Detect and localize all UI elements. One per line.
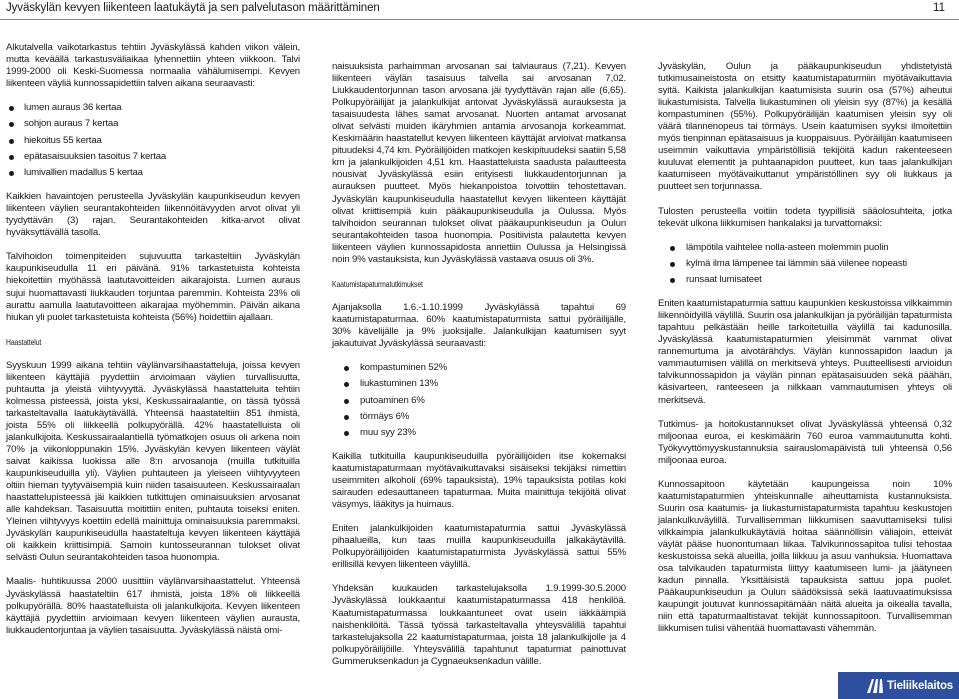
section-heading: Kaatumistapaturmatutkimukset xyxy=(332,278,423,289)
paragraph: Tulosten perusteella voitiin todeta tyypillisiä sääolosuhteita, jotka tekevät ulkona liikkumisen hankalaksi ja turvattomaksi: xyxy=(658,205,952,229)
paragraph: Alkutalvella vaikotarkastus tehtiin Jyväskylässä kahden viikon välein, mutta keväällä tarkastusväliaikaa lyhennettiin yhteen viikkoon. Talvi 1999-2000 oli Keski-Suomessa normaalia vähälumisempi. Kevyen liikenteen väyliä kunnossapidettiin talven aikana seuraavasti: xyxy=(6,42,300,90)
section-heading: Haastattelut xyxy=(6,336,42,347)
tieliikelaitos-logo xyxy=(838,672,959,699)
maintenance-list xyxy=(6,102,300,179)
paragraph: Maalis- huhtikuussa 2000 uusittiin väylänvarsihaastattelut. Yhteensä Jyväskylässä haastateltiin 617 ihmistä, joista 18% oli liikkeellä polkupyörällä. 80% haastatelluista oli jalankulkijoita. Kevyen liikenteen käyttäjiä pyydettiin arvioimaan kevyen liikenteen väylien aurausta, liukkaudentorjuntaa ja väylien tasaisuutta. Jyväskylässä näistä omi- xyxy=(6,576,300,636)
header-divider xyxy=(0,19,959,20)
paragraph: Talvihoidon toimenpiteiden sujuvuutta tarkasteltiin Jyväskylän kaupunkiseudulla 11 eri päivänä. 91% tarkastetuista kohteista hiekoitettiin myöhässä laatutavoitteiden aikarajoista. Lumen auraus sujui huomattavasti liukkauden torjuntaa paremmin. Kohteista 23% oli aurattu aamulla laatutavoitteen aikarajaa myöhemmin. Päivän aikana hiukan yli puolet tarkastetuista kohteista (56%) hoidettiin ajallaan. xyxy=(6,251,300,323)
paragraph: Kaikilla tutkituilla kaupunkiseuduilla pyöräilijöiden itse kokemaksi kaatumistapaturmaan myötävaikuttavaksi sisäiseksi tekijäksi nimettiin useimmiten alkoholi (69% tapauksista). 19% tapauksista potilas koki sairauden edesauttaneen tapaturmaa. Muita mainittuja tekijöitä olivat väsymys, lääkitys ja huimaus. xyxy=(332,451,626,511)
page-header xyxy=(0,0,959,22)
list-item: liukastuminen 13% xyxy=(360,378,626,390)
header-title: Jyväskylän kevyen liikenteen laatukäytä ja sen palvelutason määrittäminen xyxy=(6,2,380,14)
list-item: lumen auraus 36 kertaa xyxy=(24,102,300,114)
list-item: hiekoitus 55 kertaa xyxy=(24,135,300,147)
page-number: 11 xyxy=(933,2,945,14)
fall-causes-list xyxy=(332,362,626,439)
paragraph: Tutkimus- ja hoitokustannukset olivat Jyväskylässä yhteensä 0,32 miljoonaa euroa, ei keskimäärin 760 euroa vammautunutta kohti. Työkyvyttömyyskustannuksia sairauslomapäivistä tuli yhteensä 0,56 miljoonaa euroa. xyxy=(658,418,952,466)
list-item: muu syy 23% xyxy=(360,427,626,439)
text-column-3 xyxy=(658,61,952,647)
paragraph: Syyskuun 1999 aikana tehtiin väylänvarsihaastatteluja, joissa kevyen liikenteen käyttäjiä pyydettiin arvioimaan väylien turvallisuutta, puhtautta ja yleistä viihtyvyyttä. Jyväskylässä haastatteluita tehtiin kolmessa pisteessä, joista yksi, Keskussairaalantie, on tässä työssä tarkasteltavalla laatukäytävällä. Yhteensä haastateltiin 851 ihmistä, joista 55% oli liikkeellä polkupyörällä. 42% haastatelluista oli jalankulkijoita. Keskussairaalantiellä työmatkojen osuus oli arkena noin 70% ja viikonloppunakin 15%. Jyväskylän kevyen liikenteen väylät saivat kaikissa luokissa alle 8:n arvosanoja (muilla tutkituilla kaupunkiseuduilla yli). Väylien puhtauteen ja yleiseen viihtyvyyteen oltiin hieman tyytyväisempiä kuin niiden tasaisuuteen. Keskussairaalan haastattelupisteessä jäi kaikkien tutkittujen ominaisuuksien arvosanat alle kahdeksan. Tasaisuutta moitittiin eniten, puhtauta toiseksi eniten. Yleinen viihtyvyys koettiin edellä mainittuja ominaisuuksia paremmaksi. Jyväskylän kaupunkiseudulla haastateltuja kevyen liikenteen käyttäjiä oli kaikkein kriittisimpiä. Samoin kuntosseurannan tulokset olivat selvästi Oulun seurantakohteiden tasoa huonompia. xyxy=(6,359,300,564)
paragraph: Ajanjaksolla 1.6.-1.10.1999 Jyväskylässä tapahtui 69 kaatumistapaturmaa. 60% kaatumistapaturmista sattui pyöräilijälle, 30% kävelijälle ja 9% juoksijalle. Jalankulkijan kaatumisen syyt jakautuivat Jyväskylässä seuraavasti: xyxy=(332,301,626,349)
list-item: sohjon auraus 7 kertaa xyxy=(24,118,300,130)
paragraph: Eniten jalankulkijoiden kaatumistapaturmia sattui Jyväskylässä pihaalueilla, kun taas muilla kaupunkiseuduilla jalkakäytävillä. Polkupyöräilijöiden kaatumistapaturmista Jyväskylässä sattui 55% erillisillä kevyen liikenteen väylillä. xyxy=(332,523,626,571)
list-item: epätasaisuuksien tasoitus 7 kertaa xyxy=(24,151,300,163)
paragraph: Eniten kaatumistapaturmia sattuu kaupunkien keskustoissa vilkkaimmin liikennöidyillä väylillä. Suurin osa jalankulkijan ja pyöräilijän tapaturmista tapahtuu pelkästään heille tarkoitetuilla väylillä tai kadunosilla. Jyväskylässä kaatumistapaturmien yleisimmät vammat olivat rannemurtuma ja aivotärähdys. Väylän kunnossapidon laadun ja vammautumisen välillä on merkitsevä yhteys. Puutteellisesti arvioidun talvikunnossapidon ja väylän pinnan epätasaisuuden sekä päähän, käsivarteen, ranteeseen ja nilkkaan vammautumisen yhteys oli merkitsevä. xyxy=(658,298,952,406)
paragraph: Jyväskylän, Oulun ja pääkaupunkiseudun yhdistetyistä tutkimusaineistosta on etsitty kaatumistapaturmiin myötävaikuttavia syitä. Kaikista jalankulkijan kaatumisista suurin osa (57%) aiheutui liukastumisista. Talvella liukastuminen oli yleisin syy (87%) ja kesällä kompastuminen (55%). Polkupyöräilijän kaatumisen yleisin syy oli väärä tilannenopeus tai törmäys. Usein kaatumisen syyksi ilmoitettiin myös tienpinnan epätasaisuus ja kuoppaisuus. Pyöräilijän kaatumiseen useimmin vaikuttavia ympäristöllisiä tekijöitä kadun rakenteeseen kuuluvat elementit ja puhtaanapidon puutteet, kun taas jalankulkijan kaatumiseen myötävaikuttanut ympäristöllinen syy oli liukkaus ja puutteet sen torjunnassa. xyxy=(658,61,952,193)
paragraph: Yhdeksän kuukauden tarkastelujaksolla 1.9.1999-30.5.2000 Jyväskylässä loukkaantui kaatumistapaturmassa 418 henkilöä. Kaatumistapaturmassa loukkaantuneet ovat usein iäkkäämpiä naishenkilöitä. Tässä työssä tarkasteltavalla yhteysvälillä tapahtui tarkastelujaksolla 22 kaatumistapaturmaa, joista 18 jalankulkijolle ja 4 polkupyöräilijöille. Yhteysvälillä tapahtunut tapaturmat painottuvat Gummeruksenkadun ja Cygnaeuksenkadun välille. xyxy=(332,583,626,667)
list-item: kylmä ilma lämpenee tai lämmin sää viilenee nopeasti xyxy=(686,258,952,270)
list-item: törmäys 6% xyxy=(360,411,626,423)
paragraph: Kunnossapitoon käytetään kaupungeissa noin 10% kaatumistapaturmien yhteiskunnalle aiheuttamista kustannuksista. Suurin osa kaatumis- ja liukastumistapaturmista tapahtuu keskustojen jalankulkuväylillä. Turvallisemman liikkumisen saavuttamiseksi tulisi vilkkaimpia jalankulkukäytäviä hoitaa säännöllisin väliajoin, etteivät väylät pääse huonontumaan liikaa. Talvikunnossapitoa tulisi tehostaa keskustoissa sekä alueilla, joilla liikkuu ja asuu vanhuksia. Huomattava osa talvikauden tapaturmista liittyy kaatumiseen lumi- ja jäätyneen kadun pinnalla. Yksittäisistä tapauksista sattuu jopa puolet. Pääkaupunkiseudun ja Oulun säädöksissä sekä laatuvaatimuksissa kaupungit joutuvat kunnossapitämään näitä alueita ja oikealla tavalla, niin että tapaturmaaltistavat tekijät kunnossapitoon. Turvallisemman liikkumisen tulisi vähentää huomattavasti vähemmän. xyxy=(658,478,952,635)
list-item: runsaat lumisateet xyxy=(686,274,952,286)
list-item: putoaminen 6% xyxy=(360,395,626,407)
list-item: kompastuminen 52% xyxy=(360,362,626,374)
logo-text: Tieliikelaitos xyxy=(886,679,953,692)
text-column-2 xyxy=(332,61,626,680)
tieliikelaitos-logo-icon xyxy=(867,679,883,693)
text-column-1 xyxy=(6,42,300,649)
paragraph: naisuuksista parhaimman arvosanan sai talviauraus (7,21). Kevyen liikenteen väylän tasaisuus talvella sai arvosanan 7,02. Liukkaudentorjunnan tason arvosana jäi tyydyttävän rajan alle (6,65). Polkupyöräilijät ja jalankulkijat antoivat Jyväskylässä aurauksesta ja tasaisuudesta lähes samat arvosanat. Nuorten antamat arvosanat olivat selvästi muiden ikäryhmien antamia arvosanoja korkeammat. Keskimäärin haastatellut kevyen liikenteen käyttäjät arvioivat matkansa pituudeksi 4,74 km. Pyöräilijöiden matkojen keskipituudeksi saatiin 5,58 km ja jalankulkijoiden 4,51 km. Haastatteluista saadusta palautteesta nousivat Jyväskylässä esiin erityisesti liukkaudentorjunnan ja aurauksen puutteet. Myös hiekanpoistoa toivottiin tehostettavan. Jyväskylän kaupunkiseudulla haastatellut kevyen liikenteen käyttäjät olivat kriittisempiä kuin pääkaupunkiseudulla ja Oulussa. Myös talvihoidon seurannan tulokset olivat pääkaupunkiseudun ja Oulun seurantakohteiden tasoa huonompia. Positiivista palautetta kevyen liikenteen väylien kunnossapidosta annettiin Oulussa ja Helsingissä noin 9% vastauksista, kun Jyväskylässä vastaava osuus oli 3%. xyxy=(332,61,626,265)
weather-conditions-list xyxy=(658,242,952,287)
list-item: lumivallien madallus 5 kertaa xyxy=(24,167,300,179)
paragraph: Kaikkien havaintojen perusteella Jyväskylän kaupunkiseudun kevyen liikenteen väylien seurantakohteiden liikennöitävyyden arvot olivat yli tyydyttävän (3) rajan. Seurantakohteiden kitka-arvot olivat hyväksyttävällä tasolla. xyxy=(6,191,300,239)
list-item: lämpötila vaihtelee nolla-asteen molemmin puolin xyxy=(686,242,952,254)
